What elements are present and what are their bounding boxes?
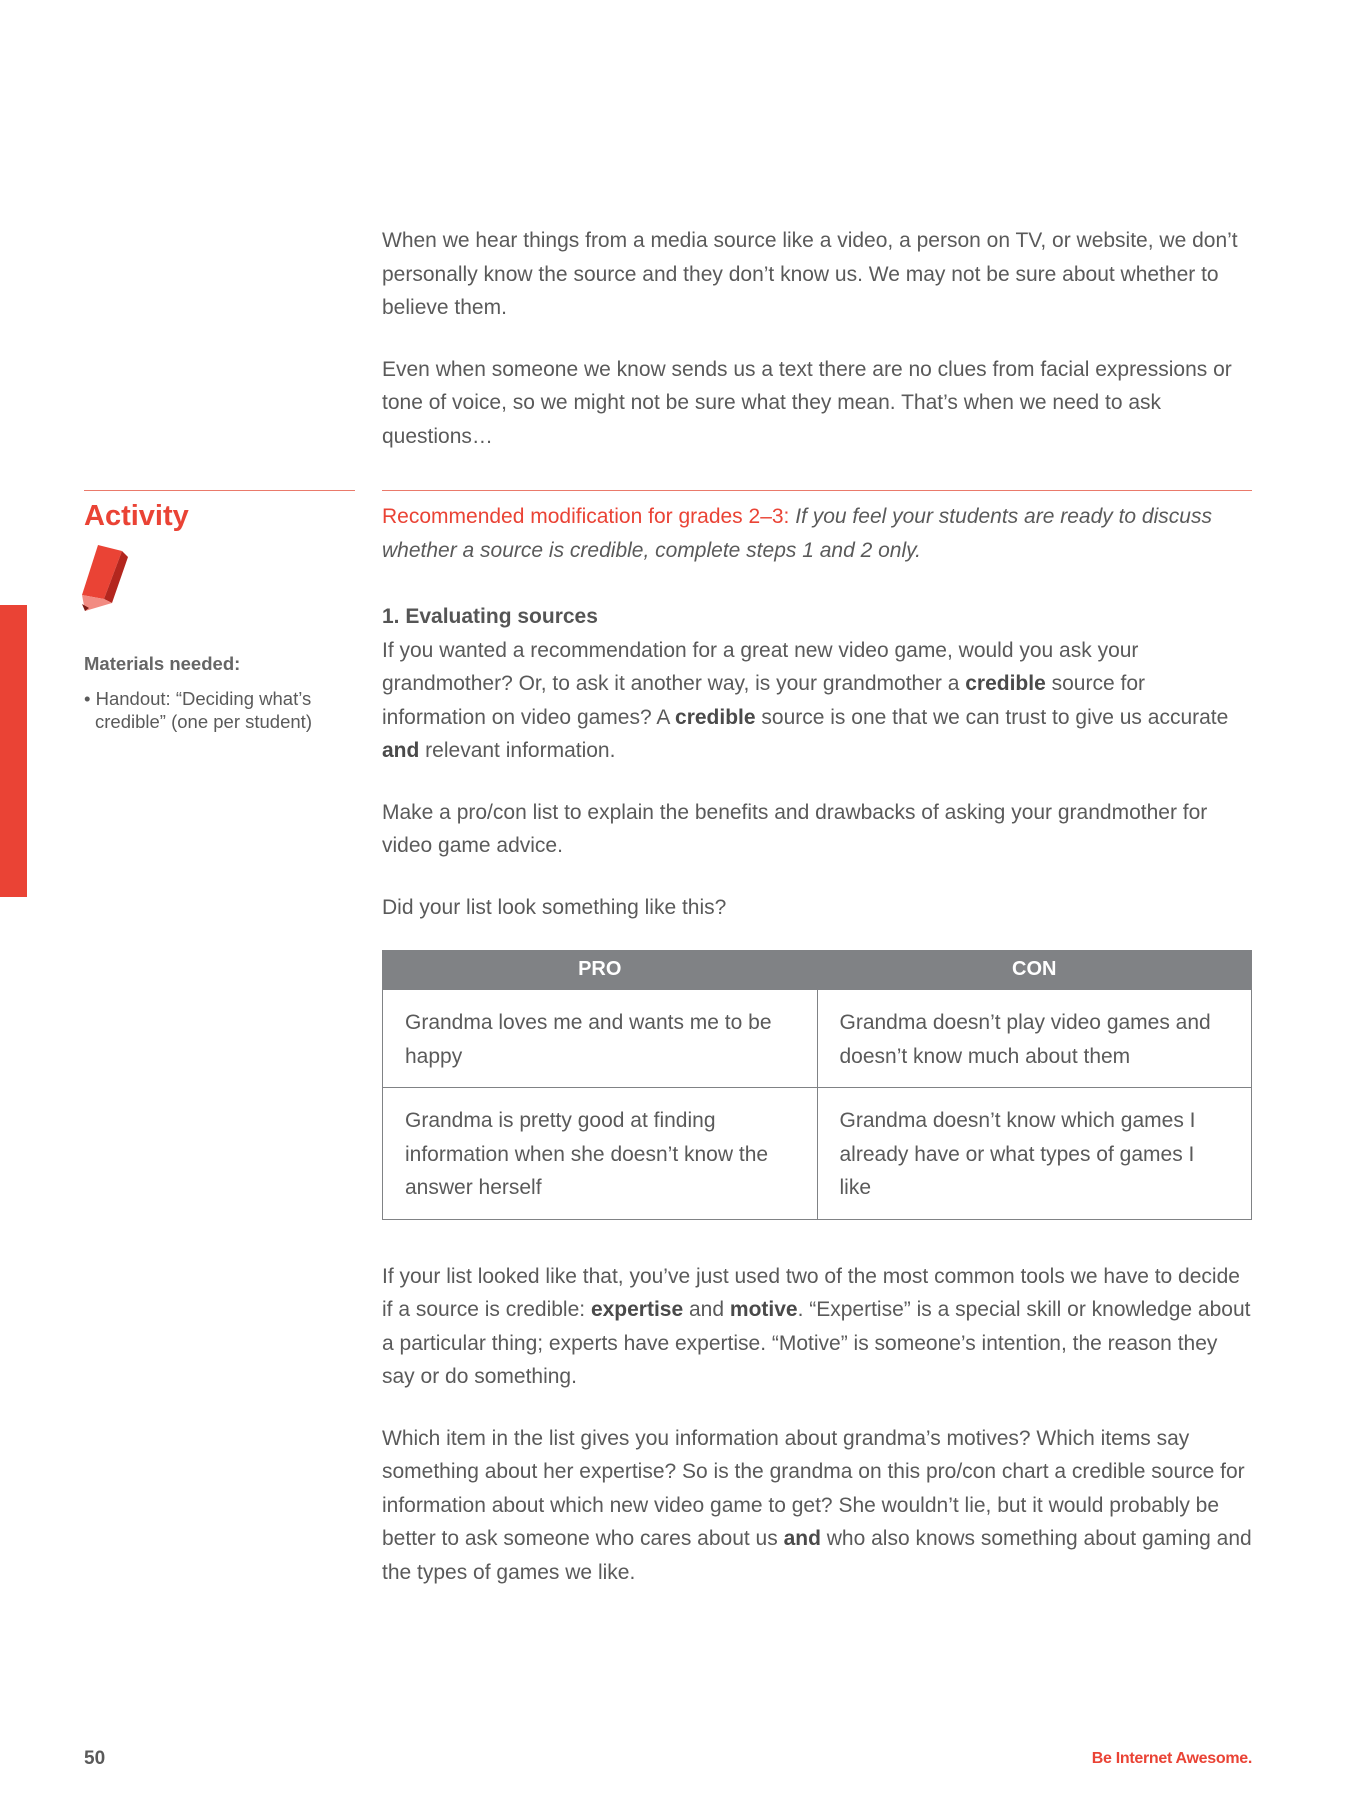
modification-note xyxy=(382,500,1252,567)
bold-term: motive xyxy=(729,1298,798,1321)
text-run: source for information on video games? A xyxy=(382,672,1145,729)
text-run: relevant information. xyxy=(419,739,616,762)
materials-section xyxy=(84,650,364,733)
paragraph-conclusion xyxy=(382,1422,1252,1590)
text-run: If your list looked like that, you’ve just used two of the most common tools we have to decide if a source is credible: xyxy=(382,1264,1240,1321)
activity-body xyxy=(382,500,1252,1589)
bold-term: credible xyxy=(965,672,1046,695)
intro-paragraph-2: Even when someone we know sends us a text there are no clues from facial expressions or tone of voice, so we might not be sure what they mean. That’s when we need to ask questions… xyxy=(382,357,1232,448)
side-accent-bar xyxy=(0,605,27,897)
content-divider xyxy=(382,490,1252,491)
page-number: 50 xyxy=(84,1748,106,1769)
con-header: CON xyxy=(817,951,1252,990)
pro-header: PRO xyxy=(383,951,818,990)
materials-list xyxy=(84,688,364,733)
text-run: who also knows something about gaming and the types of games we like. xyxy=(382,1527,1252,1584)
sidebar-divider xyxy=(84,490,355,491)
table-cell: Grandma loves me and wants me to be happy xyxy=(383,990,818,1088)
bold-term: credible xyxy=(675,705,756,729)
table-cell: Grandma doesn’t know which games I already have or what types of games I like xyxy=(817,1088,1252,1220)
brand-logo-text: Be Internet Awesome. xyxy=(1091,1750,1252,1767)
text-run: Which item in the list gives you information about grandma’s motives? Which items say something about her expertise? So is the grandma on this pro/con chart a credible source for information about which new video game to get? She wouldn’t lie, but it would probably be better to ask someone who cares about us xyxy=(382,1426,1245,1550)
paragraph-expertise-motive xyxy=(382,1260,1252,1394)
bold-term: and xyxy=(382,739,420,762)
section-heading: 1. Evaluating sources xyxy=(382,605,598,628)
text-run: If you wanted a recommendation for a great new video game, would you ask your grandmother? Or, to ask it another way, is your grandmother a xyxy=(382,638,1139,695)
table-cell: Grandma is pretty good at finding information when she doesn’t know the answer herself xyxy=(383,1088,818,1220)
table-header-row xyxy=(383,951,1252,990)
modification-text: If you feel your students are ready to discuss whether a source is credible, complete steps 1 and 2 only. xyxy=(382,505,1212,562)
pencil-icon xyxy=(82,543,130,613)
section-paragraph-question: Did your list look something like this? xyxy=(382,895,727,919)
text-run: . “Expertise” is a special skill or knowledge about a particular thing; experts have expertise. “Motive” is someone’s intention, the reason they say or do something. xyxy=(382,1298,1251,1388)
section-paragraph-credible xyxy=(382,634,1252,768)
text-run: and xyxy=(683,1298,730,1321)
intro-paragraph-1: When we hear things from a media source like a video, a person on TV, or website, we don’t personally know the source and they don’t know us. We may not be sure about whether to believe them. xyxy=(382,229,1238,319)
modification-label: Recommended modification for grades 2–3: xyxy=(382,505,790,528)
materials-heading: Materials needed: xyxy=(84,653,241,674)
bold-term: expertise xyxy=(590,1298,684,1321)
table-row xyxy=(383,1088,1252,1220)
materials-item: • Handout: “Deciding what’s credible” (one per student) xyxy=(84,688,312,732)
section-paragraph-procon: Make a pro/con list to explain the benefits and drawbacks of asking your grandmother for video game advice. xyxy=(382,800,1208,857)
pro-con-table xyxy=(382,950,1252,1220)
table-row xyxy=(383,990,1252,1088)
text-run: source is one that we can trust to give us accurate xyxy=(755,705,1229,729)
bold-term: and xyxy=(783,1527,821,1550)
activity-title: Activity xyxy=(84,500,189,532)
table-cell: Grandma doesn’t play video games and doesn’t know much about them xyxy=(817,990,1252,1088)
intro-section xyxy=(382,224,1252,453)
